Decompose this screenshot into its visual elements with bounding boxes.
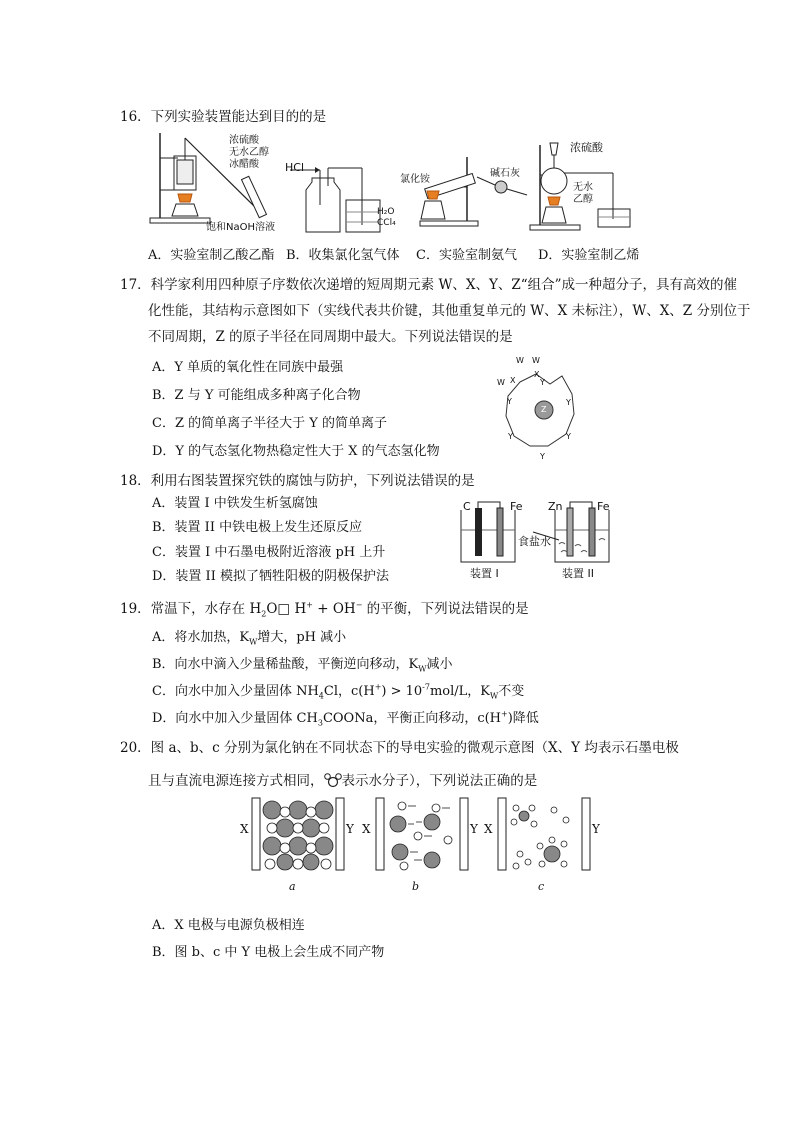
q16-label-d-acid: 浓硫酸	[570, 141, 603, 154]
q16-option-c[interactable]: C．实验室制氨气	[416, 248, 517, 263]
q17-stem-line2: 化性能，其结构示意图如下（实线代表共价键，其他重复单元的 W、X 未标注），W、X、Z 分别位于	[148, 303, 751, 319]
q20-c-y-label: Y	[592, 822, 600, 836]
q20-b-x-label: X	[362, 822, 371, 836]
q20-option-b[interactable]: B．图 b、c 中 Y 电极上会生成不同产物	[152, 945, 385, 960]
q16-label-c-nh4cl: 氯化铵	[400, 174, 430, 185]
q19-option-a[interactable]: A．将水加热，$K_W$增大，pH 减小	[152, 630, 347, 647]
q16-label-b-h2o: H₂O	[377, 207, 395, 217]
q17-option-a[interactable]: A．Y 单质的氧化性在同族中最强	[152, 360, 344, 375]
q19-option-b[interactable]: B．向水中滴入少量稀盐酸，平衡逆向移动，$K_W$减小	[152, 657, 453, 674]
q18-device2-label: 装置 II	[562, 567, 594, 580]
q20-a-y-label: Y	[346, 822, 354, 836]
q17-y-label: Y	[540, 378, 545, 387]
q18-stem: 18．利用右图装置探究铁的腐蚀与防护，下列说法错误的是	[120, 473, 475, 489]
q18-c-electrode-label: C	[463, 500, 471, 513]
q16-option-b[interactable]: B．收集氯化氢气体	[286, 248, 400, 263]
q18-fe1-label: Fe	[510, 500, 523, 513]
q20-a-x-label: X	[240, 822, 249, 836]
q20-caption-a: a	[289, 880, 296, 893]
q17-w-label: W	[516, 356, 524, 365]
q17-z-label: Z	[541, 405, 547, 414]
q16-label-b-ccl4: CCl₄	[377, 218, 396, 228]
q18-option-d[interactable]: D．装置 II 模拟了牺牲阳极的阴极保护法	[152, 569, 389, 584]
q17-stem-line1: 17．科学家利用四种原子序数依次递增的短周期元素 W、X、Y、Z“组合”成一种超分子，具有高效的催	[120, 277, 738, 293]
q19-stem: 19．常温下，水存在 $H_2O□$ H+ + OH− 的平衡，下列说法错误的是	[120, 600, 529, 619]
q16-label-c-lime: 碱石灰	[490, 168, 520, 179]
q16-stem: 16．下列实验装置能达到目的的是	[120, 109, 327, 125]
q19-option-c[interactable]: C．向水中加入少量固体 $NH_4Cl$，$c(H^+) > 10^{-7}mol/L$，$K_W$不变	[152, 682, 525, 701]
q17-y-label: Y	[508, 432, 513, 441]
q16-label-a-acid: 浓硫酸	[229, 135, 259, 146]
q20-stem-line2: 且与直流电源连接方式相同， 表示水分子），下列说法正确的是	[148, 773, 538, 789]
q17-option-c[interactable]: C．Z 的简单离子半径大于 Y 的简单离子	[152, 416, 387, 431]
q17-x-label: X	[510, 376, 516, 385]
q17-y-label: Y	[507, 397, 512, 406]
q18-option-c[interactable]: C．装置 I 中石墨电极附近溶液 pH 上升	[152, 545, 386, 560]
q17-option-b[interactable]: B．Z 与 Y 可能组成多种离子化合物	[152, 388, 361, 403]
q18-fe2-label: Fe	[597, 500, 610, 513]
q20-b-y-label: Y	[470, 822, 478, 836]
q17-option-d[interactable]: D．Y 的气态氢化物热稳定性大于 X 的气态氢化物	[152, 444, 440, 459]
q16-label-a-acetic: 冰醋酸	[229, 159, 259, 170]
q20-option-a[interactable]: A．X 电极与电源负极相连	[152, 918, 305, 933]
water-molecule-icon	[324, 773, 342, 787]
q18-device1-label: 装置 I	[470, 567, 499, 580]
q17-y-label: Y	[566, 398, 571, 407]
q17-y-label: Y	[540, 452, 545, 461]
q16-label-d-eth1: 无水	[573, 182, 593, 193]
q18-zn-label: Zn	[548, 500, 563, 513]
q16-label-a-ethanol: 无水乙醇	[229, 147, 269, 158]
q16-label-d-eth2: 乙醇	[573, 194, 593, 205]
q18-option-a[interactable]: A．装置 I 中铁发生析氢腐蚀	[152, 496, 318, 511]
q18-option-b[interactable]: B．装置 II 中铁电极上发生还原反应	[152, 520, 363, 535]
q20-caption-b: b	[412, 880, 420, 893]
q17-w-label: W	[497, 378, 505, 387]
q20-diagram-a	[250, 796, 350, 876]
q20-stem-line1: 20．图 a、b、c 分别为氯化钠在不同状态下的导电实验的微观示意图（X、Y 均表示石墨电极	[120, 740, 679, 756]
q16-label-b-hcl: HCl	[285, 161, 305, 174]
q17-x-label: X	[534, 370, 540, 379]
q17-y-label: Y	[566, 432, 571, 441]
q20-diagram-c	[496, 796, 596, 876]
q19-option-d[interactable]: D．向水中加入少量固体 $CH_3COONa$，平衡正向移动，c(H+)降低	[152, 709, 539, 728]
q18-salt-water-label: 食盐水	[518, 535, 551, 548]
q17-stem-line3: 不同周期，Z 的原子半径在同周期中最大。下列说法错误的是	[148, 329, 513, 345]
q20-caption-c: c	[538, 880, 545, 893]
q16-label-a-naoh: 饱和NaOH溶液	[206, 222, 275, 233]
q16-option-d[interactable]: D．实验室制乙烯	[538, 248, 640, 263]
q20-c-x-label: X	[484, 822, 493, 836]
q17-w-label: W	[532, 356, 540, 365]
q16-option-a[interactable]: A．实验室制乙酸乙酯	[148, 248, 275, 263]
q20-diagram-b	[374, 796, 474, 876]
